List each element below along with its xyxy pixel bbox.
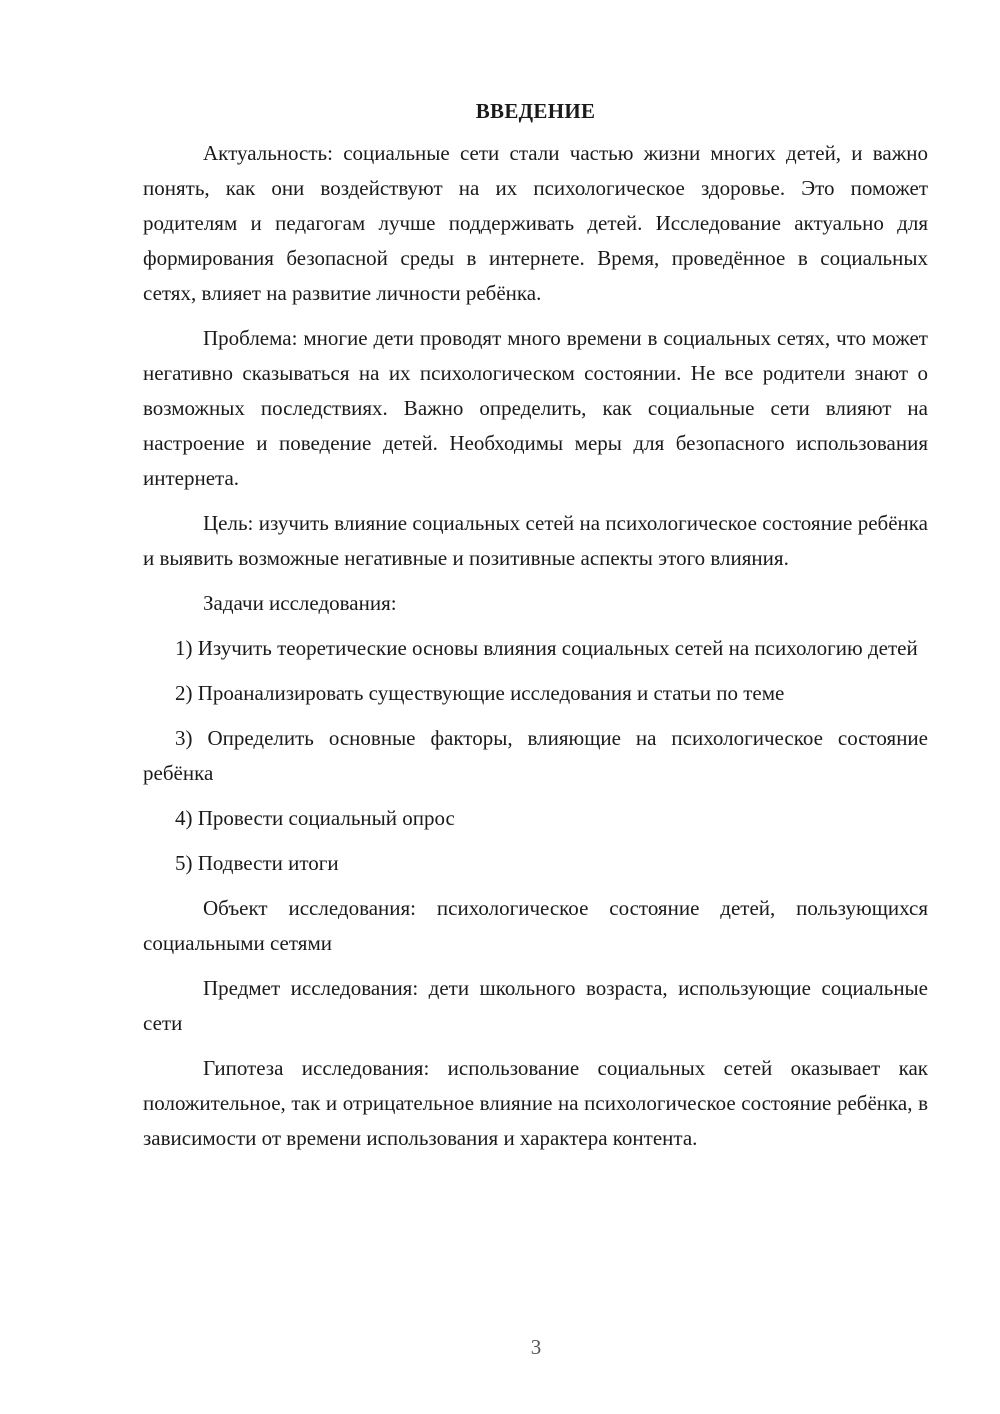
tasks-heading: Задачи исследования: [203, 591, 397, 615]
problem-paragraph: Проблема: многие дети проводят много времени в социальных сетях, что может негативно сказываться на их психологическом состоянии. Не все родители знают о возможных последствиях. Важно определить, как социальные сети влияют на настроение и поведение детей. Необходимы меры для безопасного использования интернета. [143, 326, 928, 490]
task-item-2: 2) Проанализировать существующие исследования и статьи по теме [175, 681, 785, 705]
task-item-1: 1) Изучить теоретические основы влияния социальных сетей на психологию детей [175, 636, 918, 660]
page-number: 3 [530, 1335, 542, 1359]
object-paragraph: Объект исследования: психологическое состояние детей, пользующихся социальными сетями [143, 896, 928, 955]
subject-paragraph: Предмет исследования: дети школьного возраста, использующие социальные сети [143, 976, 928, 1035]
relevance-paragraph: Актуальность: социальные сети стали частью жизни многих детей, и важно понять, как они воздействуют на их психологическое здоровье. Это поможет родителям и педагогам лучше поддерживать детей. Исследование актуально для формирования безопасной среды в интернете. Время, проведённое в социальных сетях, влияет на развитие личности ребёнка. [143, 141, 928, 305]
task-item-4: 4) Провести социальный опрос [175, 806, 455, 830]
page-title: ВВЕДЕНИЕ [475, 99, 596, 123]
task-item-3: 3) Определить основные факторы, влияющие на психологическое состояние ребёнка [143, 726, 928, 785]
hypothesis-paragraph: Гипотеза исследования: использование социальных сетей оказывает как положительное, так и отрицательное влияние на психологическое состояние ребёнка, в зависимости от времени использования и характера контента. [143, 1056, 928, 1150]
page-content [143, 96, 928, 1166]
goal-paragraph: Цель: изучить влияние социальных сетей на психологическое состояние ребёнка и выявить возможные негативные и позитивные аспекты этого влияния. [143, 511, 928, 570]
task-item-5: 5) Подвести итоги [175, 851, 339, 875]
